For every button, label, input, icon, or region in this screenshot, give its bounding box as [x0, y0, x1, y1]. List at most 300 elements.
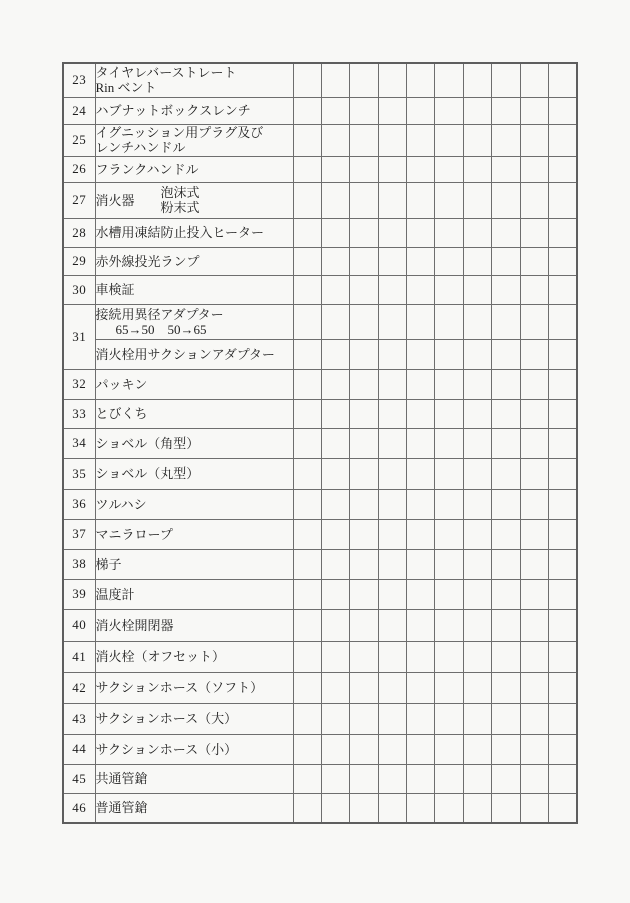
check-cell [435, 641, 463, 672]
check-cell [407, 641, 435, 672]
item-name-cell [95, 579, 293, 609]
check-cell [435, 793, 463, 823]
check-cell [293, 549, 321, 579]
check-cell [350, 703, 378, 734]
check-cell [463, 793, 491, 823]
check-cell [407, 339, 435, 369]
check-cell [407, 182, 435, 218]
item-name-line: とびくち [95, 406, 148, 421]
check-cell [407, 489, 435, 519]
item-name-line: イグニッション用プラグ及び [95, 125, 264, 140]
check-cell [293, 304, 321, 339]
check-cell [350, 549, 378, 579]
check-cell [350, 609, 378, 641]
check-cell [492, 304, 520, 339]
check-cell [321, 97, 349, 124]
check-cell [492, 369, 520, 399]
check-cell [293, 63, 321, 97]
check-cell [463, 369, 491, 399]
check-cell [378, 764, 406, 793]
check-cell [492, 218, 520, 247]
item-name-cell [95, 549, 293, 579]
check-cell [293, 156, 321, 182]
check-cell [407, 793, 435, 823]
check-cell [321, 641, 349, 672]
check-cell [293, 97, 321, 124]
table-row [63, 579, 577, 609]
check-cell [549, 63, 577, 97]
item-name-line: レンチハンドル [95, 140, 186, 155]
check-cell [549, 703, 577, 734]
table-row [63, 97, 577, 124]
item-name-cell [95, 124, 293, 156]
check-cell [492, 764, 520, 793]
table-row [63, 124, 577, 156]
check-cell [492, 156, 520, 182]
check-cell [520, 247, 548, 275]
item-name-line: パッキン [95, 376, 148, 392]
check-cell [463, 764, 491, 793]
check-cell [321, 549, 349, 579]
check-cell [492, 458, 520, 489]
check-cell [463, 489, 491, 519]
check-cell [378, 703, 406, 734]
row-number-cell: 37 [63, 519, 95, 549]
check-cell [293, 793, 321, 823]
check-cell [378, 519, 406, 549]
table-row [63, 304, 577, 339]
row-number-cell: 33 [63, 399, 95, 428]
check-cell [520, 63, 548, 97]
check-cell [492, 124, 520, 156]
check-cell [378, 182, 406, 218]
row-number-cell: 45 [63, 764, 95, 793]
check-cell [463, 339, 491, 369]
check-cell [492, 579, 520, 609]
check-cell [378, 339, 406, 369]
check-cell [520, 672, 548, 703]
item-name-line: 消火栓用サクションアダプター [95, 346, 275, 362]
check-cell [350, 579, 378, 609]
item-name-line: 消火器 [95, 192, 135, 208]
check-cell [350, 428, 378, 458]
check-cell [350, 339, 378, 369]
item-name-line: タイヤレバーストレート [95, 65, 237, 81]
check-cell [407, 764, 435, 793]
check-cell [293, 519, 321, 549]
extinguisher-type-options [161, 185, 200, 215]
check-cell [350, 182, 378, 218]
check-cell [407, 218, 435, 247]
check-cell [350, 304, 378, 339]
check-cell [520, 339, 548, 369]
check-cell [407, 124, 435, 156]
item-name-line: 赤外線投光ランプ [95, 253, 200, 269]
item-name-line: 共通管鎗 [95, 771, 148, 786]
item-name-cell [95, 339, 293, 369]
item-name-cell [95, 63, 293, 97]
check-cell [520, 519, 548, 549]
check-cell [549, 764, 577, 793]
check-cell [520, 275, 548, 304]
check-cell [378, 304, 406, 339]
check-cell [378, 124, 406, 156]
check-cell [435, 519, 463, 549]
item-name-line: 普通管鎗 [95, 800, 148, 816]
check-cell [492, 97, 520, 124]
check-cell [321, 764, 349, 793]
check-cell [378, 549, 406, 579]
check-cell [492, 672, 520, 703]
check-cell [435, 672, 463, 703]
check-cell [378, 609, 406, 641]
check-cell [321, 182, 349, 218]
check-cell [350, 641, 378, 672]
check-cell [435, 428, 463, 458]
item-name-cell [95, 369, 293, 399]
check-cell [520, 793, 548, 823]
check-cell [435, 703, 463, 734]
check-cell [350, 458, 378, 489]
check-cell [293, 609, 321, 641]
check-cell [549, 734, 577, 764]
item-name-line: 接続用異径アダプター [95, 306, 224, 322]
check-cell [293, 641, 321, 672]
check-cell [492, 703, 520, 734]
item-name-cell [95, 97, 293, 124]
row-number-cell: 27 [63, 182, 95, 218]
item-name-line: サクションホース（小） [95, 741, 238, 757]
item-name-cell [95, 428, 293, 458]
check-cell [321, 489, 349, 519]
check-cell [293, 734, 321, 764]
check-cell [463, 428, 491, 458]
check-cell [378, 156, 406, 182]
item-name-line: 65→50 50→65 [115, 321, 207, 337]
check-cell [520, 641, 548, 672]
check-cell [350, 399, 378, 428]
check-cell [293, 182, 321, 218]
check-cell [321, 703, 349, 734]
check-cell [549, 304, 577, 339]
check-cell [293, 764, 321, 793]
check-cell [549, 672, 577, 703]
item-name-cell [95, 156, 293, 182]
check-cell [549, 275, 577, 304]
check-cell [492, 275, 520, 304]
table-row [63, 458, 577, 489]
row-number-cell: 30 [63, 275, 95, 304]
check-cell [549, 182, 577, 218]
check-cell [549, 339, 577, 369]
table-body [63, 63, 577, 823]
check-cell [407, 304, 435, 339]
check-cell [463, 218, 491, 247]
row-number-cell: 40 [63, 609, 95, 641]
check-cell [492, 63, 520, 97]
check-cell [520, 97, 548, 124]
check-cell [407, 549, 435, 579]
row-number-cell: 26 [63, 156, 95, 182]
check-cell [378, 428, 406, 458]
table-row [63, 764, 577, 793]
check-cell [463, 519, 491, 549]
table-row [63, 793, 577, 823]
table-row [63, 247, 577, 275]
table-row [63, 641, 577, 672]
check-cell [293, 218, 321, 247]
check-cell [463, 124, 491, 156]
check-cell [463, 703, 491, 734]
check-cell [549, 549, 577, 579]
check-cell [549, 399, 577, 428]
check-cell [293, 399, 321, 428]
check-cell [407, 428, 435, 458]
item-name-cell [95, 304, 293, 339]
check-cell [463, 458, 491, 489]
table-row [63, 156, 577, 182]
check-cell [293, 458, 321, 489]
extinguisher-entry [96, 185, 293, 215]
check-cell [463, 672, 491, 703]
table-row [63, 275, 577, 304]
check-cell [407, 369, 435, 399]
item-name-cell [95, 458, 293, 489]
table-row [63, 428, 577, 458]
check-cell [321, 304, 349, 339]
row-number-cell: 28 [63, 218, 95, 247]
item-name-line: 梯子 [95, 556, 122, 572]
check-cell [407, 275, 435, 304]
table-row [63, 339, 577, 369]
check-cell [463, 734, 491, 764]
check-cell [492, 734, 520, 764]
table-row [63, 63, 577, 97]
row-number-cell: 32 [63, 369, 95, 399]
check-cell [463, 399, 491, 428]
check-cell [492, 609, 520, 641]
check-cell [407, 519, 435, 549]
check-cell [463, 182, 491, 218]
row-number-cell: 44 [63, 734, 95, 764]
check-cell [435, 304, 463, 339]
check-cell [492, 339, 520, 369]
check-cell [435, 218, 463, 247]
check-cell [293, 428, 321, 458]
check-cell [435, 764, 463, 793]
check-cell [407, 156, 435, 182]
check-cell [407, 63, 435, 97]
check-cell [321, 399, 349, 428]
check-cell [378, 793, 406, 823]
check-cell [492, 519, 520, 549]
check-cell [492, 182, 520, 218]
item-name-cell [95, 641, 293, 672]
check-cell [350, 793, 378, 823]
check-cell [492, 489, 520, 519]
check-cell [407, 399, 435, 428]
check-cell [520, 304, 548, 339]
item-name-cell [95, 489, 293, 519]
check-cell [407, 97, 435, 124]
check-cell [350, 519, 378, 549]
check-cell [350, 247, 378, 275]
check-cell [520, 124, 548, 156]
check-cell [293, 275, 321, 304]
check-cell [492, 641, 520, 672]
check-cell [350, 489, 378, 519]
check-cell [549, 519, 577, 549]
check-cell [350, 97, 378, 124]
item-name-line: Rin ベント [95, 80, 157, 96]
check-cell [407, 458, 435, 489]
table-row [63, 609, 577, 641]
row-number-cell: 39 [63, 579, 95, 609]
check-cell [321, 369, 349, 399]
check-cell [520, 764, 548, 793]
check-cell [492, 399, 520, 428]
table-row [63, 549, 577, 579]
item-name-line: ショベル（角型） [95, 435, 200, 451]
row-number-cell: 34 [63, 428, 95, 458]
table-row [63, 519, 577, 549]
row-number-cell: 24 [63, 97, 95, 124]
item-name-cell [95, 218, 293, 247]
check-cell [549, 124, 577, 156]
item-name-line: フランクハンドル [95, 161, 199, 177]
check-cell [378, 489, 406, 519]
check-cell [378, 247, 406, 275]
check-cell [435, 734, 463, 764]
row-number-cell: 29 [63, 247, 95, 275]
check-cell [549, 641, 577, 672]
table-row [63, 734, 577, 764]
item-name-line: 水槽用凍結防止投入ヒーター [95, 225, 264, 240]
check-cell [549, 609, 577, 641]
table-row [63, 489, 577, 519]
check-cell [520, 428, 548, 458]
item-name-line: 消火栓（オフセット） [95, 649, 225, 664]
check-cell [549, 218, 577, 247]
check-cell [293, 369, 321, 399]
check-cell [520, 458, 548, 489]
check-cell [321, 156, 349, 182]
equipment-checklist-table [62, 62, 578, 824]
check-cell [463, 609, 491, 641]
check-cell [350, 369, 378, 399]
check-cell [520, 734, 548, 764]
check-cell [520, 156, 548, 182]
check-cell [520, 579, 548, 609]
check-cell [321, 793, 349, 823]
check-cell [520, 489, 548, 519]
check-cell [321, 579, 349, 609]
table-row [63, 182, 577, 218]
check-cell [321, 275, 349, 304]
item-name-line: ツルハシ [95, 496, 147, 512]
check-cell [435, 339, 463, 369]
check-cell [435, 63, 463, 97]
item-name-cell [95, 672, 293, 703]
check-cell [435, 489, 463, 519]
check-cell [293, 579, 321, 609]
check-cell [378, 63, 406, 97]
check-cell [378, 218, 406, 247]
row-number-cell: 23 [63, 63, 95, 97]
item-name-line: サクションホース（ソフト） [95, 680, 264, 695]
row-number-cell: 42 [63, 672, 95, 703]
check-cell [549, 97, 577, 124]
check-cell [435, 182, 463, 218]
item-name-cell [95, 609, 293, 641]
check-cell [549, 369, 577, 399]
check-cell [520, 182, 548, 218]
check-cell [321, 609, 349, 641]
check-cell [520, 369, 548, 399]
check-cell [435, 275, 463, 304]
check-cell [293, 124, 321, 156]
item-name-cell [95, 519, 293, 549]
item-name-cell [95, 182, 293, 218]
item-name-cell [95, 399, 293, 428]
check-cell [378, 641, 406, 672]
item-name-line: ハブナットボックスレンチ [95, 103, 251, 118]
table-row [63, 218, 577, 247]
check-cell [463, 63, 491, 97]
check-cell [293, 489, 321, 519]
check-cell [549, 793, 577, 823]
table-row [63, 399, 577, 428]
check-cell [435, 369, 463, 399]
extinguisher-type-option: 粉末式 [160, 200, 200, 215]
check-cell [435, 399, 463, 428]
item-name-line: マニラロープ [95, 526, 173, 542]
item-name-cell [95, 764, 293, 793]
row-number-cell: 31 [63, 304, 95, 369]
check-cell [293, 703, 321, 734]
item-name-line: 温度計 [95, 586, 135, 602]
row-number-cell: 46 [63, 793, 95, 823]
table-row [63, 369, 577, 399]
check-cell [435, 156, 463, 182]
check-cell [321, 428, 349, 458]
check-cell [549, 247, 577, 275]
check-cell [378, 458, 406, 489]
check-cell [520, 218, 548, 247]
row-number-cell: 43 [63, 703, 95, 734]
check-cell [321, 339, 349, 369]
row-number-cell: 25 [63, 124, 95, 156]
check-cell [378, 97, 406, 124]
check-cell [463, 247, 491, 275]
row-number-cell: 36 [63, 489, 95, 519]
check-cell [350, 764, 378, 793]
item-name-line: 車検証 [95, 282, 135, 297]
check-cell [549, 156, 577, 182]
check-cell [350, 124, 378, 156]
check-cell [463, 97, 491, 124]
check-cell [435, 247, 463, 275]
extinguisher-type-option: 泡沫式 [160, 185, 200, 200]
check-cell [549, 428, 577, 458]
check-cell [350, 672, 378, 703]
table-row [63, 703, 577, 734]
check-cell [378, 399, 406, 428]
check-cell [293, 247, 321, 275]
check-cell [492, 247, 520, 275]
row-number-cell: 35 [63, 458, 95, 489]
check-cell [435, 579, 463, 609]
